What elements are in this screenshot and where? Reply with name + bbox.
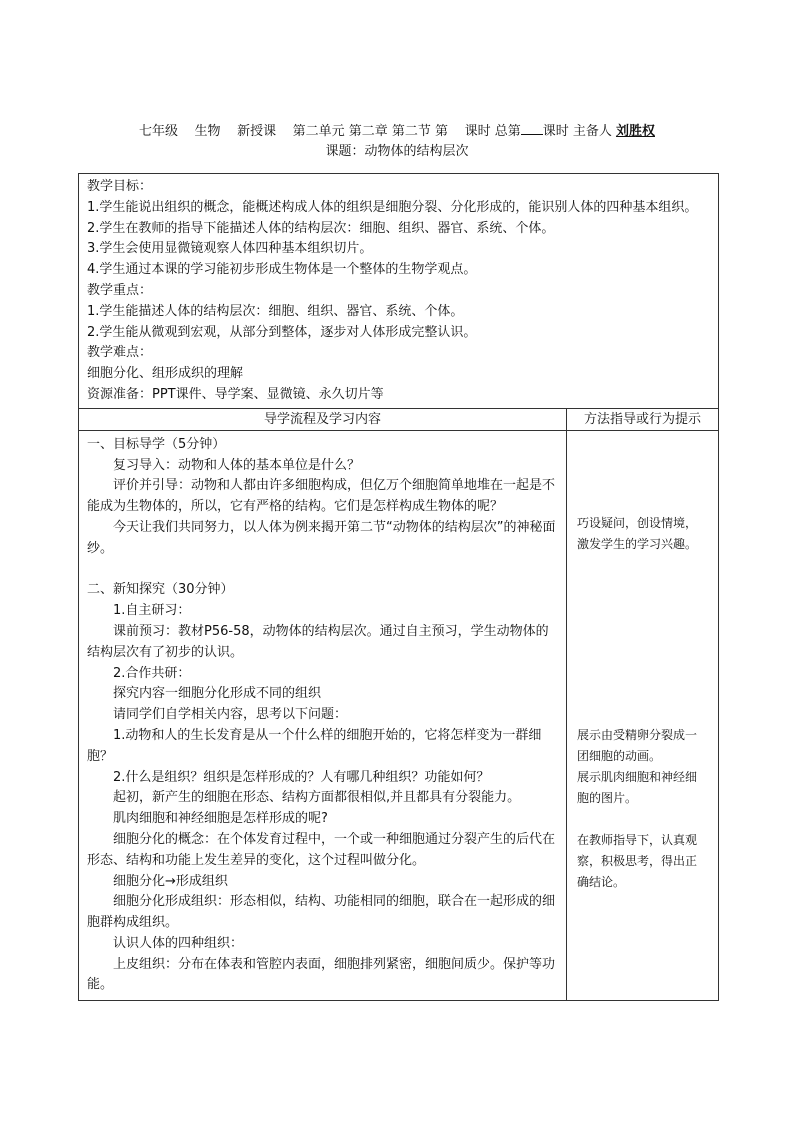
goal-item: 1.学生能说出组织的概念，能概述构成人体的组织是细胞分裂、分化形成的，能识别人体的四种基本组织。 (87, 199, 698, 215)
period-label: 课时 总第 (464, 124, 521, 139)
guidance-tip: 展示肌肉细胞和神经细胞的图片。 (577, 769, 698, 805)
process-content-cell (79, 430, 567, 1001)
lesson-title: 课题：动物体的结构层次 (325, 144, 469, 159)
paragraph: 上皮组织：分布在体表和管腔内表面，细胞排列紧密，细胞间质少。保护等功能。 (87, 956, 556, 993)
paragraph: 细胞分化形成组织：形态相似，结构、功能相同的细胞，联合在一起形成的细胞群构成组织。 (87, 894, 556, 931)
key-point-item: 2.学生能从微观到宏观，从部分到整体，逐步对人体形成完整认识。 (87, 324, 477, 340)
paragraph: 请同学们自学相关内容，思考以下问题： (113, 707, 348, 723)
goals-heading: 教学目标： (87, 179, 153, 194)
goal-item: 4.学生通过本课的学习能初步形成生物体是一个整体的生物学观点。 (87, 262, 477, 278)
teaching-goals-cell (79, 174, 719, 409)
unit-chapter-section: 第二单元 第二章 第二节 第 (292, 124, 449, 139)
subject: 生物 (194, 124, 221, 139)
guidance-tip: 巧设疑问，创设情境，激发学生的学习兴趣。 (577, 515, 698, 551)
key-point-item: 1.学生能描述人体的结构层次：细胞、组织、器官、系统、个体。 (87, 303, 464, 319)
grade: 七年级 (138, 124, 178, 139)
paragraph: 细胞分化→形成组织 (113, 873, 228, 889)
guidance-cell (567, 430, 719, 1001)
goal-item: 3.学生会使用显微镜观察人体四种基本组织切片。 (87, 241, 373, 257)
guidance-tip: 展示由受精卵分裂成一团细胞的动画。 (577, 727, 698, 763)
goal-item: 2.学生在教师的指导下能描述人体的结构层次：细胞、组织、器官、系统、个体。 (87, 220, 555, 236)
paragraph: 细胞分化的概念：在个体发育过程中，一个或一种细胞通过分裂产生的后代在形态、结构和功能上发生差异的变化，这个过程叫做分化。 (87, 831, 556, 868)
author-name: 刘胜权 (615, 124, 655, 139)
key-points-heading: 教学重点： (87, 282, 153, 298)
resources: 资源准备：PPT课件、导学案、显微镜、永久切片等 (87, 386, 384, 402)
paragraph: 1.动物和人的生长发育是从一个什么样的细胞开始的，它将怎样变为一群细胞？ (87, 727, 542, 764)
section-title: 二、新知探究（30分钟） (87, 582, 234, 598)
paragraph: 认识人体的四种组织： (113, 935, 244, 951)
difficulty-item: 细胞分化、组形成织的理解 (87, 366, 244, 382)
paragraph: 复习导入：动物和人体的基本单位是什么？ (113, 457, 361, 473)
paragraph: 肌肉细胞和神经细胞是怎样形成的呢? (113, 811, 328, 827)
preparer-label: 课时 主备人 (542, 124, 612, 139)
lesson-plan-table (78, 173, 719, 1001)
paragraph: 起初，新产生的细胞在形态、结构方面都很相似,并且都具有分裂能力。 (113, 790, 521, 806)
section-title: 一、目标导学（5分钟） (87, 436, 226, 452)
paragraph: 2.什么是组织？组织是怎样形成的？人有哪几种组织？功能如何？ (113, 769, 490, 785)
lesson-meta-line (0, 120, 794, 139)
paragraph: 1.自主研习： (113, 603, 191, 619)
paragraph: 探究内容一细胞分化形成不同的组织 (113, 686, 322, 702)
paragraph: 今天让我们共同努力，以人体为例来揭开第二节“动物体的结构层次”的神秘面纱。 (87, 519, 556, 556)
column-header-guidance: 方法指导或行为提示 (567, 408, 719, 430)
paragraph: 评价并引导：动物和人都由许多细胞构成，但亿万个细胞简单地堆在一起是不能成为生物体的，所以，它有严格的结构。它们是怎样构成生物体的呢？ (87, 478, 556, 515)
paragraph: 2.合作共研： (113, 665, 191, 681)
column-header-process: 导学流程及学习内容 (79, 408, 567, 430)
paragraph: 课前预习：教材P56-58，动物体的结构层次。通过自主预习，学生动物体的结构层次有了初步的认识。 (87, 623, 549, 660)
guidance-tip: 在教师指导下，认真观察，积极思考，得出正确结论。 (577, 832, 698, 889)
difficulty-heading: 教学难点： (87, 345, 153, 361)
lesson-type: 新授课 (237, 124, 277, 139)
period-blank (521, 122, 543, 135)
